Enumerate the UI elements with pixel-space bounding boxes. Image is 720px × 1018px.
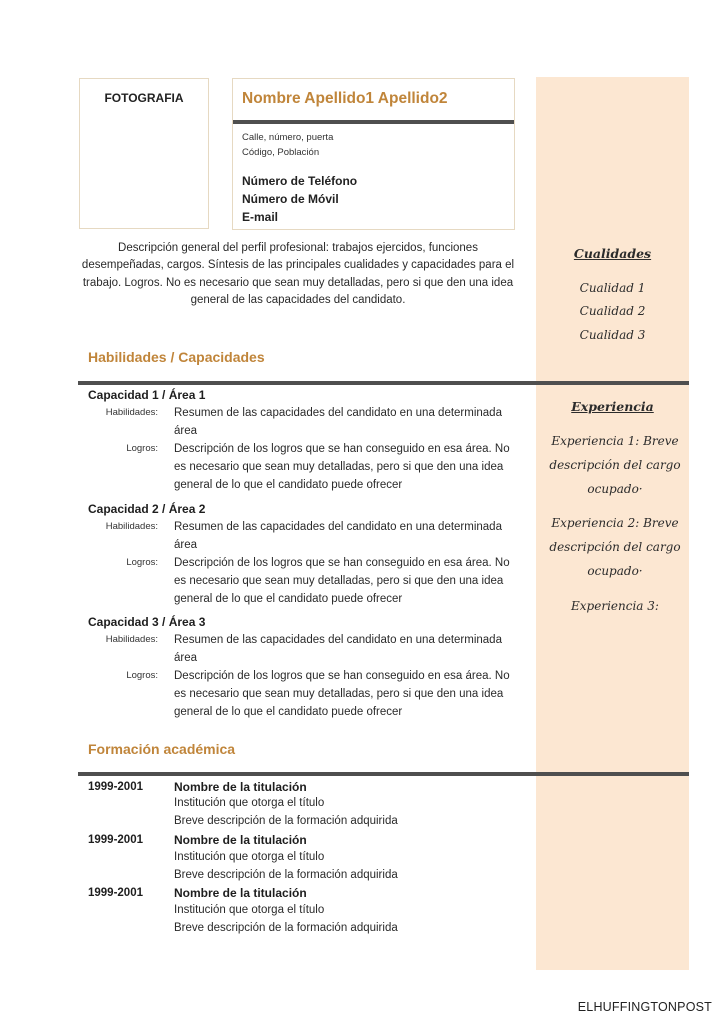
education-description: Breve descripción de la formación adquirida — [174, 869, 398, 881]
experience-heading: Experiencia — [571, 399, 654, 414]
education-years: 1999-2001 — [88, 834, 143, 846]
photo-placeholder — [79, 78, 209, 229]
education-institution: Institución que otorga el título — [174, 904, 325, 916]
capability-title: Capacidad 1 / Área 1 — [88, 388, 206, 402]
contact-details — [242, 172, 357, 226]
achievements-label: Logros: — [126, 670, 158, 681]
education-degree: Nombre de la titulación — [174, 780, 307, 794]
qualities-heading: Cualidades — [573, 246, 652, 261]
name-divider — [233, 120, 514, 124]
education-years: 1999-2001 — [88, 887, 143, 899]
education-divider — [78, 772, 689, 776]
photo-label: FOTOGRAFIA — [104, 91, 184, 105]
email: E-mail — [242, 210, 279, 224]
skills-label: Habilidades: — [105, 634, 158, 645]
education-institution: Institución que otorga el título — [174, 797, 325, 809]
experience-item: Experiencia 2: Breve descripción del cargo ocupado· — [549, 516, 681, 578]
address-line-1: Calle, número, puerta — [242, 132, 334, 143]
candidate-name: Nombre Apellido1 Apellido2 — [242, 90, 448, 107]
skills-label: Habilidades: — [105, 407, 158, 418]
experience-item: Experiencia 3: — [571, 599, 659, 613]
skills-divider — [78, 381, 689, 385]
skills-label: Habilidades: — [105, 521, 158, 532]
mobile: Número de Móvil — [242, 192, 339, 206]
achievements-label: Logros: — [126, 557, 158, 568]
capability-title: Capacidad 3 / Área 3 — [88, 615, 206, 629]
phone: Número de Teléfono — [242, 174, 358, 188]
profile-summary: Descripción general del perfil profesional: trabajos ejercidos, funciones desempeñadas, cargos. Síntesis de las principales cualidades y capacidades para el trabajo. Logros. No es necesario que sean muy detalladas, pero si que den una idea general de las capacidades del candidato. — [81, 242, 515, 306]
skills-text: Resumen de las capacidades del candidato en una determinada área — [174, 407, 502, 437]
education-institution: Institución que otorga el título — [174, 851, 325, 863]
address-line-2: Código, Población — [242, 147, 320, 158]
experience-item: Experiencia 1: Breve descripción del cargo ocupado· — [549, 434, 681, 496]
skills-text: Resumen de las capacidades del candidato en una determinada área — [174, 521, 502, 551]
quality-item: Cualidad 2 — [579, 304, 646, 318]
achievements-text: Descripción de los logros que se han conseguido en esa área. No es necesario que sean muy detalladas, pero si que den una idea general de lo que el candidato puede ofrecer — [174, 557, 510, 605]
education-degree: Nombre de la titulación — [174, 833, 307, 847]
achievements-label: Logros: — [126, 443, 158, 454]
education-description: Breve descripción de la formación adquirida — [174, 815, 398, 827]
address — [242, 130, 333, 160]
skills-section-title: Habilidades / Capacidades — [88, 349, 265, 365]
education-section-title: Formación académica — [88, 741, 236, 757]
skills-text: Resumen de las capacidades del candidato en una determinada área — [174, 634, 502, 664]
education-degree: Nombre de la titulación — [174, 886, 307, 900]
contact-card — [232, 78, 515, 230]
capability-title: Capacidad 2 / Área 2 — [88, 502, 206, 516]
achievements-text: Descripción de los logros que se han conseguido en esa área. No es necesario que sean muy detalladas, pero si que den una idea general de lo que el candidato puede ofrecer — [174, 443, 510, 491]
quality-item: Cualidad 1 — [579, 281, 646, 295]
watermark: ELHUFFINGTONPOST — [577, 1000, 712, 1014]
achievements-text: Descripción de los logros que se han conseguido en esa área. No es necesario que sean muy detalladas, pero si que den una idea general de lo que el candidato puede ofrecer — [174, 670, 510, 718]
education-years: 1999-2001 — [88, 781, 143, 793]
quality-item: Cualidad 3 — [579, 328, 646, 342]
education-description: Breve descripción de la formación adquirida — [174, 922, 398, 934]
